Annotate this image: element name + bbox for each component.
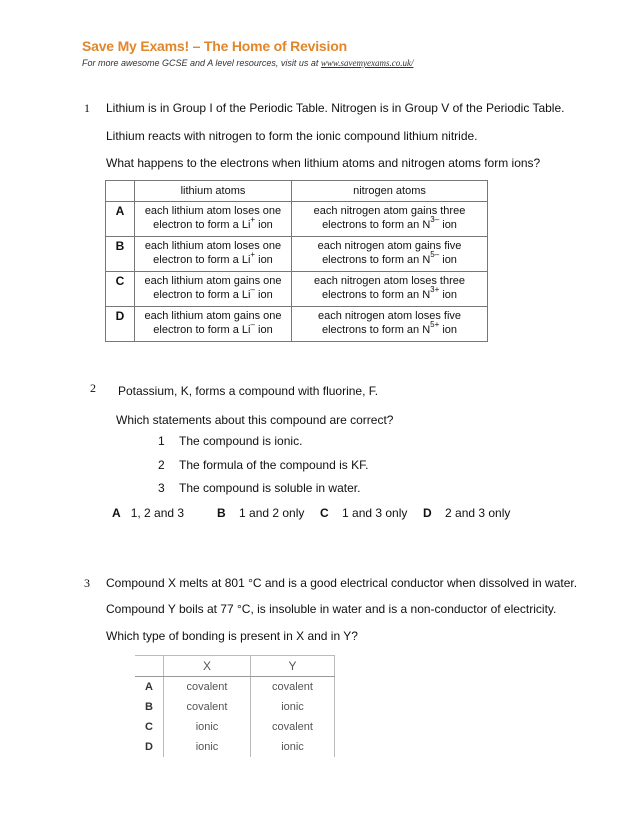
- lithium-cell: [135, 307, 292, 342]
- question-1-table: [105, 180, 488, 342]
- y-cell: ionic: [251, 697, 335, 717]
- table-row-d: [135, 737, 335, 757]
- table-header-row: [106, 181, 488, 202]
- row-letter: D: [106, 307, 135, 342]
- row-letter: A: [106, 202, 135, 237]
- charge: 5+: [430, 320, 440, 330]
- brand-title: Save My Exams! – The Home of Revision: [82, 38, 347, 54]
- question-3-line-3: Which type of bonding is present in X and in Y?: [106, 629, 358, 643]
- header-blank-cell: [106, 181, 135, 202]
- table-row-a: [106, 202, 488, 237]
- statement-text: The compound is ionic.: [179, 434, 303, 448]
- header-lithium: lithium atoms: [135, 181, 292, 202]
- charge: –: [250, 285, 255, 295]
- charge: –: [250, 320, 255, 330]
- table-row-d: [106, 307, 488, 342]
- cell-text: electrons to form an N: [321, 289, 431, 301]
- question-3-number: 3: [84, 576, 90, 590]
- cell-text: ion: [254, 289, 273, 301]
- header-nitrogen: nitrogen atoms: [292, 181, 488, 202]
- row-letter: C: [145, 721, 153, 733]
- row-letter: B: [106, 237, 135, 272]
- charge: 5–: [430, 250, 440, 260]
- nitrogen-cell: [292, 307, 488, 342]
- question-1-line-3: What happens to the electrons when lithium atoms and nitrogen atoms form ions?: [106, 156, 541, 170]
- table-row-c: [135, 717, 335, 737]
- tagline-text: For more awesome GCSE and A level resources, visit us at: [82, 58, 321, 68]
- cell-text: ion: [439, 289, 458, 301]
- option-letter: C: [320, 506, 329, 520]
- cell-text: ion: [439, 324, 458, 336]
- cell-text: electron to form a Li: [153, 324, 251, 336]
- charge: 3–: [430, 215, 440, 225]
- y-cell: covalent: [251, 717, 335, 737]
- y-cell: covalent: [251, 677, 335, 698]
- cell-text: each nitrogen atom gains three: [313, 205, 466, 217]
- charge: +: [250, 215, 256, 225]
- statement-text: The compound is soluble in water.: [179, 481, 361, 495]
- cell-text: electron to form a Li: [153, 289, 251, 301]
- lithium-cell: [135, 237, 292, 272]
- header-y: Y: [251, 656, 335, 677]
- cell-text: electrons to form an N: [322, 219, 431, 231]
- nitrogen-cell: [292, 272, 488, 307]
- question-3-table-image: [135, 655, 335, 767]
- cell-text: each lithium atom loses one: [144, 240, 282, 252]
- option-text: 1 and 2 only: [239, 506, 305, 520]
- cell-text: each nitrogen atom loses five: [317, 310, 462, 322]
- question-1-number: 1: [84, 101, 90, 115]
- cell-text: each nitrogen atom loses three: [313, 275, 466, 287]
- table-row-b: [106, 237, 488, 272]
- statement-number: 2: [158, 458, 165, 472]
- question-2-number: 2: [90, 381, 96, 395]
- statement-text: The formula of the compound is KF.: [179, 458, 369, 472]
- option-letter: A: [112, 506, 121, 520]
- lithium-cell: [135, 202, 292, 237]
- question-3-line-2: Compound Y boils at 77 °C, is insoluble in water and is a non-conductor of electricity.: [106, 602, 557, 616]
- table-row-c: [106, 272, 488, 307]
- cell-text: each lithium atom loses one: [144, 205, 282, 217]
- cell-text: ion: [254, 324, 273, 336]
- cell-text: ion: [439, 254, 457, 266]
- cell-text: ion: [255, 254, 273, 266]
- row-letter: C: [106, 272, 135, 307]
- table-row-a: [135, 677, 335, 698]
- cell-text: ion: [255, 219, 273, 231]
- row-letter: A: [145, 681, 153, 693]
- option-text: 2 and 3 only: [445, 506, 511, 520]
- question-1-line-2: Lithium reacts with nitrogen to form the ionic compound lithium nitride.: [106, 129, 478, 143]
- nitrogen-cell: [292, 202, 488, 237]
- table-header-row: [135, 656, 335, 677]
- option-text: 1 and 3 only: [342, 506, 408, 520]
- question-3-line-1: Compound X melts at 801 °C and is a good electrical conductor when dissolved in water.: [106, 576, 578, 590]
- cell-text: each lithium atom gains one: [144, 310, 282, 322]
- row-letter: D: [145, 741, 153, 753]
- option-text: 1, 2 and 3: [130, 506, 185, 520]
- cell-text: each lithium atom gains one: [144, 275, 282, 287]
- website-link[interactable]: www.savemyexams.co.uk/: [320, 58, 414, 68]
- option-d[interactable]: [423, 506, 510, 520]
- charge: +: [250, 250, 256, 260]
- x-cell: covalent: [164, 697, 251, 717]
- cell-text: electron to form a Li: [153, 254, 251, 266]
- cell-text: electrons to form an N: [321, 324, 431, 336]
- cell-text: electrons to form an N: [322, 254, 431, 266]
- row-letter: B: [145, 701, 153, 713]
- statement-number: 1: [158, 434, 165, 448]
- question-1-line-1: Lithium is in Group I of the Periodic Table. Nitrogen is in Group V of the Periodic Table.: [106, 101, 565, 115]
- x-cell: ionic: [164, 737, 251, 757]
- table-row-b: [135, 697, 335, 717]
- x-cell: ionic: [164, 717, 251, 737]
- option-c[interactable]: [320, 506, 407, 520]
- lithium-cell: [135, 272, 292, 307]
- cell-text: ion: [439, 219, 457, 231]
- option-a[interactable]: [112, 506, 184, 520]
- question-2-line-2: Which statements about this compound are correct?: [116, 413, 394, 427]
- option-letter: D: [423, 506, 432, 520]
- question-3-table: [135, 655, 335, 757]
- header-blank-cell: [135, 656, 164, 677]
- tagline: [82, 58, 413, 68]
- y-cell: ionic: [251, 737, 335, 757]
- cell-text: electron to form a Li: [153, 219, 251, 231]
- cell-text: each nitrogen atom gains five: [317, 240, 462, 252]
- question-2-line-1: Potassium, K, forms a compound with fluorine, F.: [118, 384, 379, 398]
- x-cell: covalent: [164, 677, 251, 698]
- option-letter: B: [217, 506, 226, 520]
- statement-number: 3: [158, 481, 165, 495]
- nitrogen-cell: [292, 237, 488, 272]
- charge: 3+: [430, 285, 440, 295]
- header-x: X: [164, 656, 251, 677]
- option-b[interactable]: [217, 506, 304, 520]
